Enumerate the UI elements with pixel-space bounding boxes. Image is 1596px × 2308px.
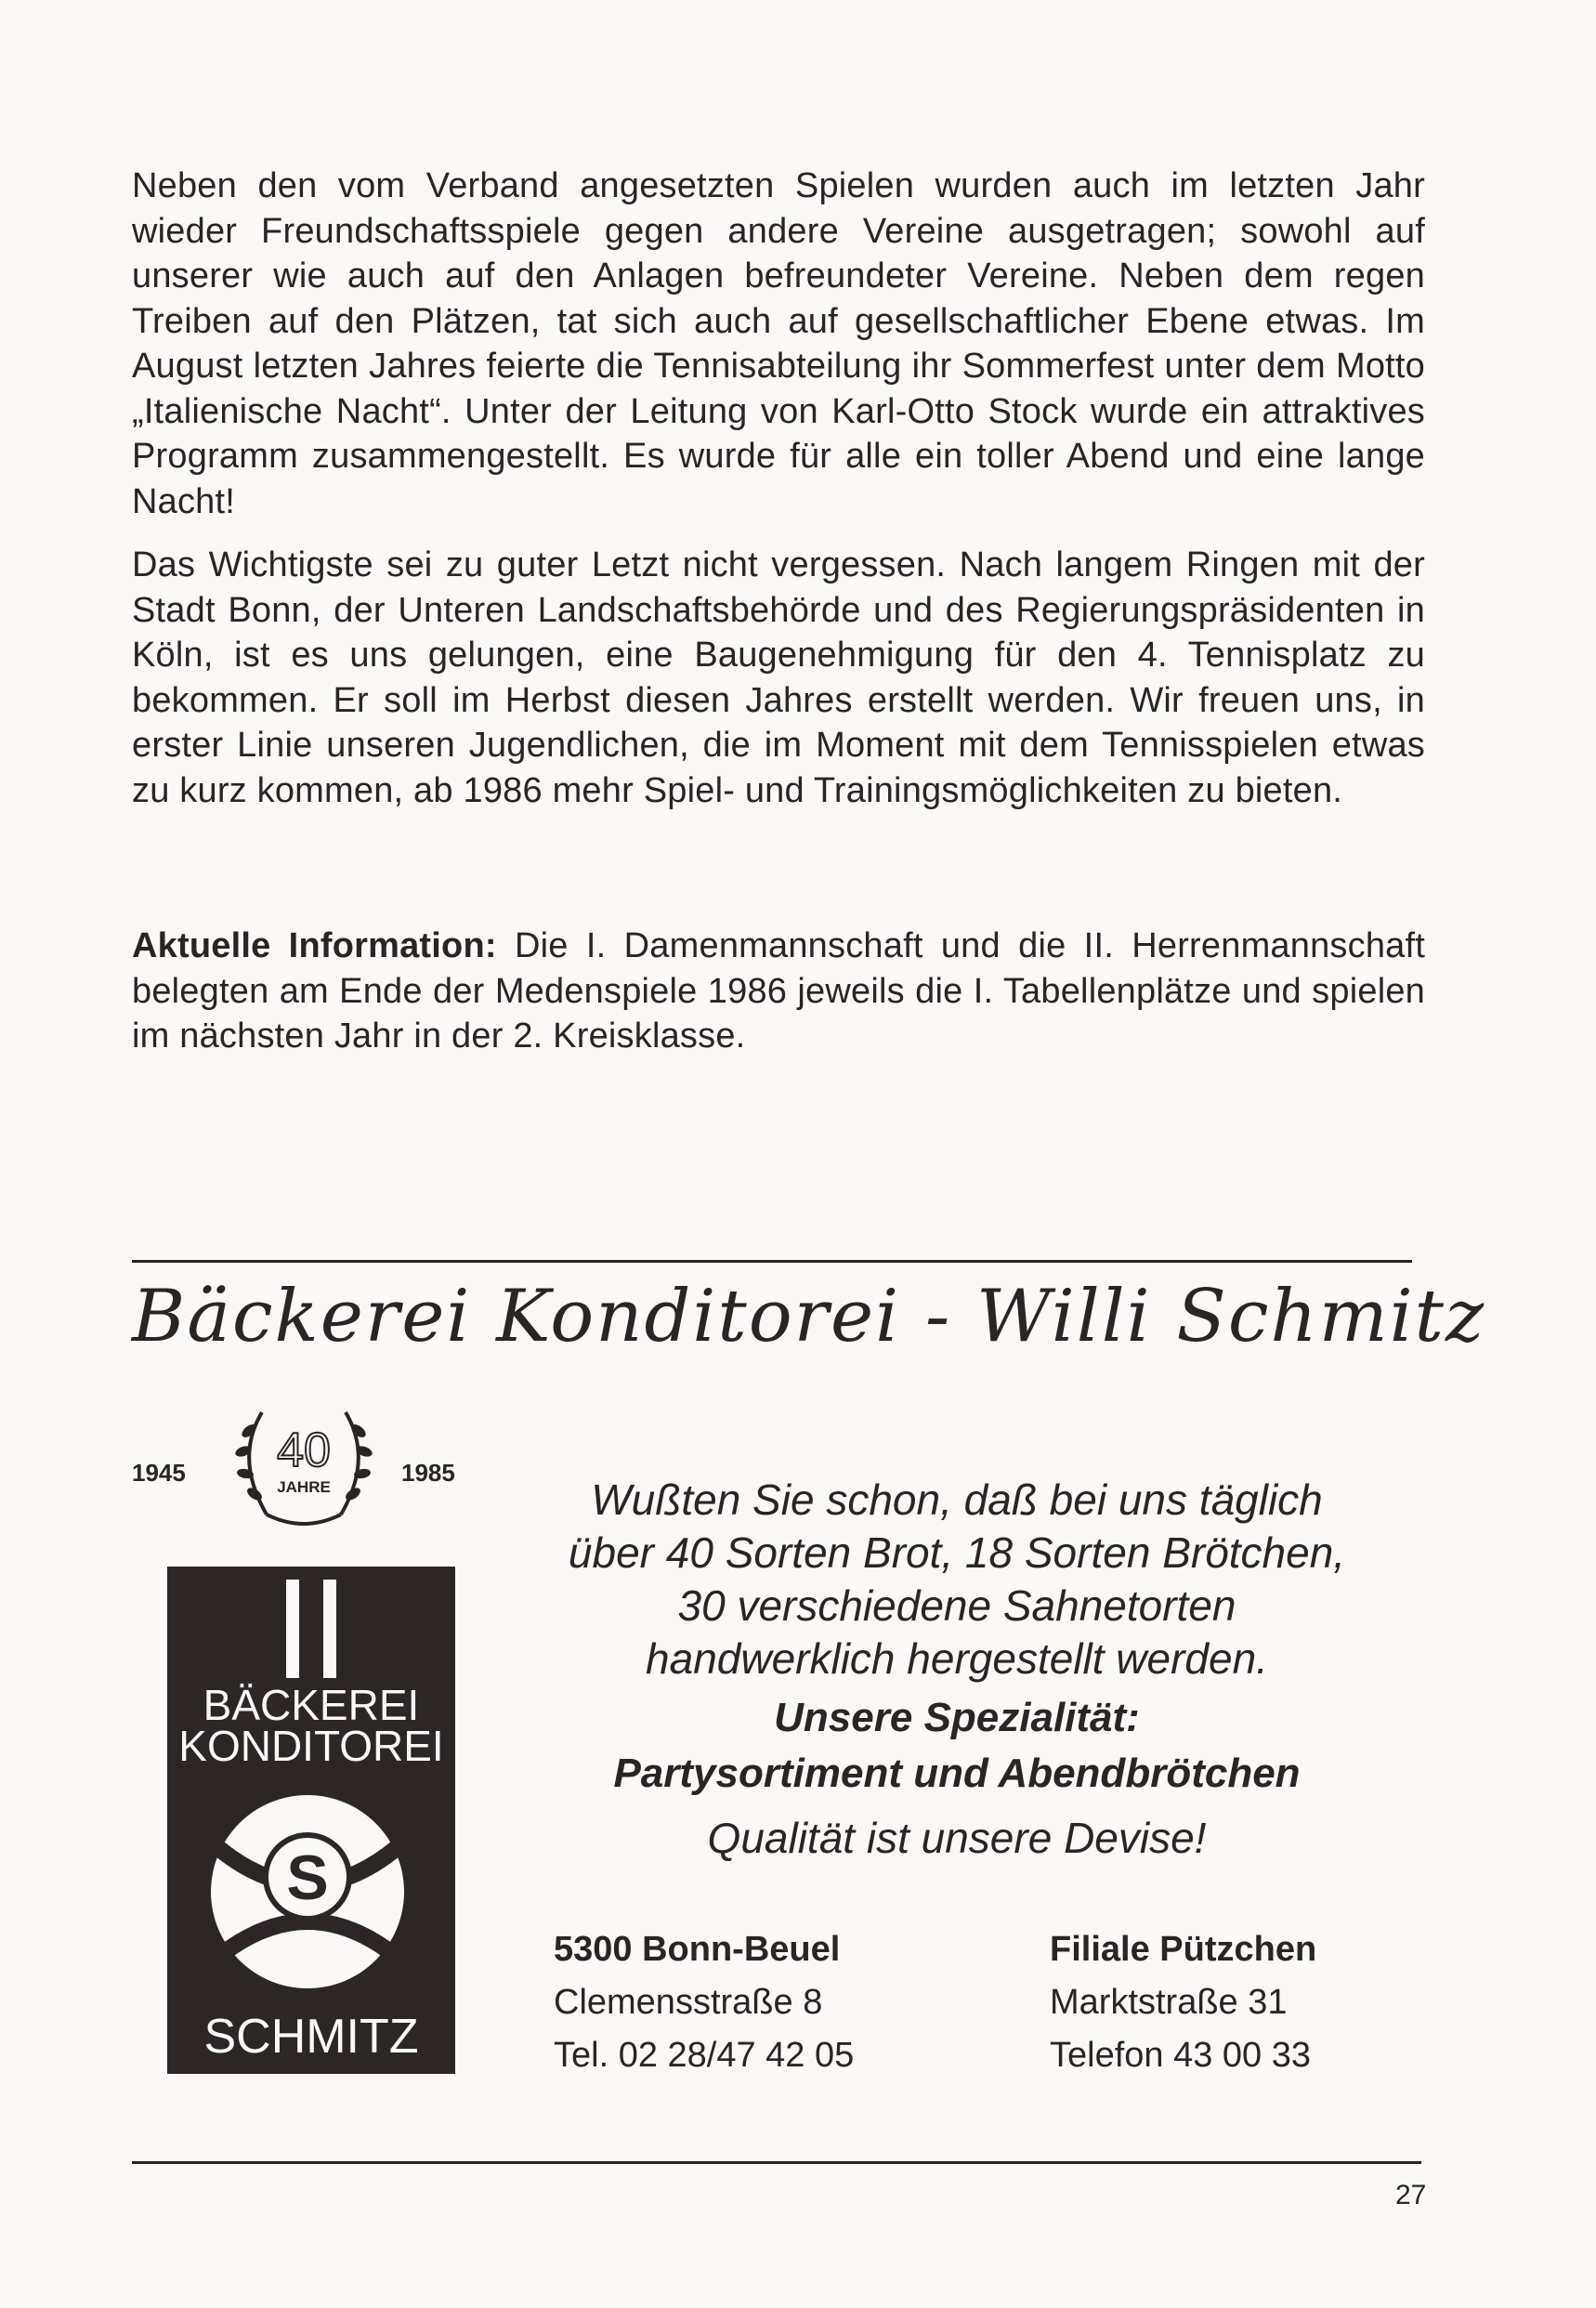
paragraph-building-permit: Das Wichtigste sei zu guter Letzt nicht vergessen. Nach langem Ringen mit der Stadt Bonn, der Unteren Landschaftsbehörde und des Regierungspräsidenten in Köln, ist es uns gelungen, eine Baugenehmigung für den 4. Tennisplatz zu bekommen. Er soll im Herbst diesen Jahres erstellt werden. Wir freuen uns, in erster Linie unseren Jugendlichen, die im Moment mit dem Tennisspielen etwas zu kurz kommen, ab 1986 mehr Spiel- und Trainingsmöglichkeiten zu bieten.	[132, 545, 1425, 810]
ad-bottom-rule	[132, 2161, 1421, 2164]
main-store-phone: Tel. 02 28/47 42 05	[554, 2036, 855, 2075]
branch-address	[1050, 1923, 1316, 2082]
page-number: 27	[1395, 2180, 1427, 2210]
slogan-line-3: 30 verschiedene Sahnetorten	[677, 1581, 1236, 1630]
emblem-word: JAHRE	[277, 1478, 331, 1496]
ad-title: Bäckerei Konditorei - Willi Schmitz	[132, 1275, 1486, 1358]
main-store-city: 5300 Bonn-Beuel	[554, 1930, 841, 1969]
slogan-line-4: handwerklich hergestellt werden.	[646, 1634, 1268, 1683]
slogan-line-1: Wußten Sie schon, daß bei uns täglich	[591, 1475, 1323, 1524]
emblem-number: 40	[277, 1423, 331, 1477]
bread-ball-icon	[191, 1782, 424, 1996]
specialty-heading: Unsere Spezialität:	[774, 1695, 1140, 1740]
info-label: Aktuelle Information:	[132, 926, 497, 965]
paragraph-current-info	[132, 924, 1425, 1059]
main-store-address	[554, 1923, 854, 2082]
emblem-year-end: 1985	[401, 1459, 455, 1487]
branch-street: Marktstraße 31	[1050, 1983, 1288, 2022]
branch-phone: Telefon 43 00 33	[1050, 2036, 1312, 2075]
emblem-year-start: 1945	[132, 1459, 186, 1487]
ad-top-rule	[132, 1260, 1412, 1263]
motto: Qualität ist unsere Devise!	[707, 1814, 1207, 1862]
info-text: Die I. Damenmannschaft und die II. Herrenmannschaft belegten am Ende der Medenspiele 1986 jeweils die I. Tabellenplätze und spielen im nächsten Jahr in der 2. Kreisklasse.	[132, 926, 1426, 1056]
slogan-line-2: über 40 Sorten Brot, 18 Sorten Brötchen,	[568, 1528, 1346, 1577]
logo-line-confectionery: KONDITOREI	[178, 1722, 444, 1770]
logo-brand-name: SCHMITZ	[203, 2010, 419, 2064]
branch-name: Filiale Pützchen	[1050, 1930, 1317, 1969]
logo-line-bakery: BÄCKEREI	[203, 1681, 420, 1729]
anniversary-emblem	[132, 1384, 476, 1542]
laurel-wreath-icon	[216, 1384, 392, 1542]
main-store-street: Clemensstraße 8	[554, 1983, 823, 2022]
logo-bars-icon	[279, 1580, 344, 1678]
specialty: Partysortiment und Abendbrötchen	[613, 1751, 1301, 1796]
paragraph-events: Neben den vom Verband angesetzten Spielen wurden auch im letzten Jahr wieder Freundschaftsspiele gegen andere Vereine ausgetragen; sowohl auf unserer wie auch auf den Anlagen befreundeter Vereine. Neben dem regen Treiben auf den Plätzen, tat sich auch auf gesellschaftlicher Ebene etwas. Im August letzten Jahres feierte die Tennisabteilung ihr Sommerfest unter dem Motto „Italienische Nacht“. Unter der Leitung von Karl-Otto Stock wurde ein attraktives Programm zusammengestellt. Es wurde für alle ein toller Abend und eine lange Nacht!	[132, 166, 1425, 521]
bakery-logo	[167, 1567, 455, 2074]
logo-monogram: S	[286, 1842, 329, 1913]
